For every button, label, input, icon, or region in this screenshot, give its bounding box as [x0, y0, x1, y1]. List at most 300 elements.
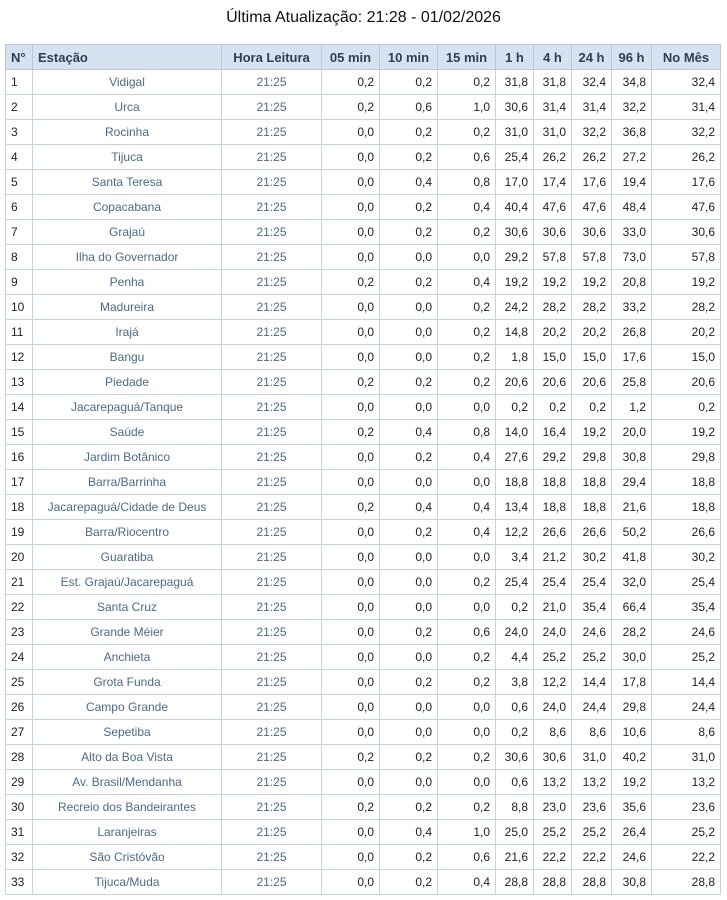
cell-4h: 26,2 [534, 145, 572, 170]
cell-10min: 0,2 [380, 145, 438, 170]
cell-05min: 0,0 [322, 670, 380, 695]
cell-station: Jardim Botânico [33, 445, 222, 470]
cell-96h: 10,6 [612, 720, 652, 745]
table-row [6, 670, 721, 695]
cell-month: 25,4 [652, 570, 721, 595]
cell-24h: 23,6 [572, 795, 612, 820]
cell-month: 19,2 [652, 420, 721, 445]
cell-96h: 66,4 [612, 595, 652, 620]
cell-month: 18,8 [652, 495, 721, 520]
cell-1h: 0,6 [496, 770, 534, 795]
cell-station: Santa Cruz [33, 595, 222, 620]
cell-15min: 0,0 [438, 695, 496, 720]
cell-24h: 0,2 [572, 395, 612, 420]
cell-15min: 0,8 [438, 420, 496, 445]
cell-15min: 0,2 [438, 745, 496, 770]
cell-reading-time: 21:25 [222, 395, 322, 420]
cell-96h: 20,8 [612, 270, 652, 295]
cell-1h: 31,8 [496, 70, 534, 95]
table-row [6, 395, 721, 420]
cell-05min: 0,0 [322, 220, 380, 245]
cell-station: Alto da Boa Vista [33, 745, 222, 770]
cell-month: 22,2 [652, 845, 721, 870]
cell-number: 11 [6, 320, 33, 345]
table-row [6, 445, 721, 470]
cell-1h: 0,2 [496, 395, 534, 420]
cell-station: Rocinha [33, 120, 222, 145]
cell-10min: 0,0 [380, 320, 438, 345]
cell-month: 31,4 [652, 95, 721, 120]
cell-reading-time: 21:25 [222, 495, 322, 520]
cell-month: 20,6 [652, 370, 721, 395]
cell-96h: 19,4 [612, 170, 652, 195]
cell-month: 15,0 [652, 345, 721, 370]
table-row [6, 845, 721, 870]
cell-4h: 25,2 [534, 820, 572, 845]
cell-96h: 30,8 [612, 870, 652, 895]
cell-96h: 17,6 [612, 345, 652, 370]
cell-10min: 0,2 [380, 70, 438, 95]
col-header-10min: 10 min [380, 45, 438, 70]
cell-reading-time: 21:25 [222, 545, 322, 570]
table-row [6, 795, 721, 820]
table-row [6, 295, 721, 320]
cell-05min: 0,0 [322, 820, 380, 845]
cell-station: Campo Grande [33, 695, 222, 720]
table-row [6, 620, 721, 645]
cell-05min: 0,0 [322, 445, 380, 470]
cell-15min: 0,0 [438, 545, 496, 570]
cell-number: 23 [6, 620, 33, 645]
cell-15min: 0,4 [438, 495, 496, 520]
cell-10min: 0,2 [380, 795, 438, 820]
cell-24h: 26,6 [572, 520, 612, 545]
cell-number: 30 [6, 795, 33, 820]
cell-24h: 30,2 [572, 545, 612, 570]
cell-24h: 18,8 [572, 495, 612, 520]
cell-4h: 21,2 [534, 545, 572, 570]
cell-05min: 0,2 [322, 795, 380, 820]
table-row [6, 420, 721, 445]
cell-15min: 0,0 [438, 720, 496, 745]
cell-station: Grande Méier [33, 620, 222, 645]
cell-24h: 31,4 [572, 95, 612, 120]
cell-1h: 0,2 [496, 595, 534, 620]
cell-1h: 0,2 [496, 720, 534, 745]
cell-10min: 0,0 [380, 395, 438, 420]
cell-1h: 0,6 [496, 695, 534, 720]
cell-station: Piedade [33, 370, 222, 395]
cell-month: 8,6 [652, 720, 721, 745]
cell-4h: 22,2 [534, 845, 572, 870]
cell-15min: 0,6 [438, 145, 496, 170]
cell-10min: 0,4 [380, 420, 438, 445]
cell-05min: 0,0 [322, 120, 380, 145]
cell-96h: 32,2 [612, 95, 652, 120]
cell-number: 24 [6, 645, 33, 670]
cell-96h: 33,0 [612, 220, 652, 245]
cell-05min: 0,0 [322, 345, 380, 370]
cell-4h: 17,4 [534, 170, 572, 195]
cell-month: 28,2 [652, 295, 721, 320]
cell-number: 17 [6, 470, 33, 495]
cell-05min: 0,2 [322, 420, 380, 445]
cell-1h: 40,4 [496, 195, 534, 220]
cell-10min: 0,2 [380, 370, 438, 395]
cell-24h: 25,2 [572, 645, 612, 670]
cell-10min: 0,2 [380, 445, 438, 470]
cell-reading-time: 21:25 [222, 720, 322, 745]
cell-96h: 26,4 [612, 820, 652, 845]
cell-number: 29 [6, 770, 33, 795]
table-row [6, 720, 721, 745]
cell-station: Tijuca/Muda [33, 870, 222, 895]
cell-24h: 25,2 [572, 820, 612, 845]
cell-month: 47,6 [652, 195, 721, 220]
cell-96h: 73,0 [612, 245, 652, 270]
cell-15min: 0,2 [438, 70, 496, 95]
cell-station: Grajaú [33, 220, 222, 245]
cell-reading-time: 21:25 [222, 645, 322, 670]
cell-96h: 40,2 [612, 745, 652, 770]
cell-month: 57,8 [652, 245, 721, 270]
cell-number: 7 [6, 220, 33, 245]
cell-4h: 8,6 [534, 720, 572, 745]
cell-month: 29,8 [652, 445, 721, 470]
table-row [6, 495, 721, 520]
cell-number: 19 [6, 520, 33, 545]
cell-05min: 0,2 [322, 370, 380, 395]
cell-reading-time: 21:25 [222, 170, 322, 195]
cell-05min: 0,0 [322, 520, 380, 545]
cell-15min: 0,2 [438, 645, 496, 670]
cell-month: 26,6 [652, 520, 721, 545]
cell-24h: 20,2 [572, 320, 612, 345]
cell-96h: 26,8 [612, 320, 652, 345]
cell-10min: 0,0 [380, 245, 438, 270]
cell-reading-time: 21:25 [222, 320, 322, 345]
cell-96h: 1,2 [612, 395, 652, 420]
cell-number: 15 [6, 420, 33, 445]
cell-15min: 0,2 [438, 295, 496, 320]
cell-10min: 0,4 [380, 820, 438, 845]
cell-number: 14 [6, 395, 33, 420]
cell-15min: 0,2 [438, 795, 496, 820]
cell-station: Est. Grajaú/Jacarepaguá [33, 570, 222, 595]
cell-05min: 0,2 [322, 270, 380, 295]
table-row [6, 70, 721, 95]
cell-4h: 13,2 [534, 770, 572, 795]
cell-4h: 26,6 [534, 520, 572, 545]
cell-15min: 0,0 [438, 470, 496, 495]
cell-10min: 0,2 [380, 270, 438, 295]
cell-number: 10 [6, 295, 33, 320]
cell-10min: 0,0 [380, 695, 438, 720]
cell-number: 27 [6, 720, 33, 745]
cell-96h: 30,0 [612, 645, 652, 670]
cell-number: 1 [6, 70, 33, 95]
cell-station: Recreio dos Bandeirantes [33, 795, 222, 820]
cell-1h: 4,4 [496, 645, 534, 670]
cell-4h: 25,2 [534, 645, 572, 670]
cell-10min: 0,2 [380, 845, 438, 870]
cell-number: 33 [6, 870, 33, 895]
cell-24h: 24,6 [572, 620, 612, 645]
cell-24h: 15,0 [572, 345, 612, 370]
table-row [6, 745, 721, 770]
cell-96h: 25,8 [612, 370, 652, 395]
page-title: Última Atualização: 21:28 - 01/02/2026 [226, 9, 501, 26]
cell-reading-time: 21:25 [222, 470, 322, 495]
cell-24h: 32,2 [572, 120, 612, 145]
cell-96h: 27,2 [612, 145, 652, 170]
cell-station: Penha [33, 270, 222, 295]
cell-reading-time: 21:25 [222, 420, 322, 445]
cell-24h: 14,4 [572, 670, 612, 695]
cell-reading-time: 21:25 [222, 620, 322, 645]
cell-station: Vidigal [33, 70, 222, 95]
cell-number: 13 [6, 370, 33, 395]
cell-10min: 0,2 [380, 220, 438, 245]
cell-reading-time: 21:25 [222, 145, 322, 170]
cell-10min: 0,0 [380, 345, 438, 370]
cell-station: Guaratiba [33, 545, 222, 570]
cell-4h: 20,2 [534, 320, 572, 345]
cell-reading-time: 21:25 [222, 670, 322, 695]
cell-reading-time: 21:25 [222, 745, 322, 770]
cell-10min: 0,0 [380, 720, 438, 745]
col-header-24h: 24 h [572, 45, 612, 70]
cell-4h: 30,6 [534, 745, 572, 770]
cell-24h: 25,4 [572, 570, 612, 595]
cell-number: 21 [6, 570, 33, 595]
table-row [6, 645, 721, 670]
col-header-1h: 1 h [496, 45, 534, 70]
cell-10min: 0,2 [380, 620, 438, 645]
cell-1h: 8,8 [496, 795, 534, 820]
cell-24h: 47,6 [572, 195, 612, 220]
cell-96h: 34,8 [612, 70, 652, 95]
rainfall-table [5, 44, 721, 895]
cell-number: 4 [6, 145, 33, 170]
cell-15min: 0,2 [438, 320, 496, 345]
cell-reading-time: 21:25 [222, 820, 322, 845]
cell-1h: 24,2 [496, 295, 534, 320]
cell-station: Santa Teresa [33, 170, 222, 195]
cell-station: Barra/Riocentro [33, 520, 222, 545]
cell-1h: 29,2 [496, 245, 534, 270]
cell-15min: 0,0 [438, 770, 496, 795]
cell-4h: 24,0 [534, 695, 572, 720]
cell-reading-time: 21:25 [222, 845, 322, 870]
cell-96h: 33,2 [612, 295, 652, 320]
cell-station: Sepetiba [33, 720, 222, 745]
cell-1h: 25,0 [496, 820, 534, 845]
cell-1h: 31,0 [496, 120, 534, 145]
table-row [6, 195, 721, 220]
cell-24h: 28,2 [572, 295, 612, 320]
cell-station: Ilha do Governador [33, 245, 222, 270]
cell-4h: 18,8 [534, 495, 572, 520]
cell-station: São Cristóvão [33, 845, 222, 870]
cell-number: 25 [6, 670, 33, 695]
cell-4h: 15,0 [534, 345, 572, 370]
cell-15min: 0,4 [438, 195, 496, 220]
cell-number: 8 [6, 245, 33, 270]
cell-station: Grota Funda [33, 670, 222, 695]
cell-15min: 1,0 [438, 820, 496, 845]
cell-month: 31,0 [652, 745, 721, 770]
cell-reading-time: 21:25 [222, 345, 322, 370]
cell-reading-time: 21:25 [222, 770, 322, 795]
cell-month: 24,6 [652, 620, 721, 645]
cell-4h: 47,6 [534, 195, 572, 220]
cell-10min: 0,4 [380, 495, 438, 520]
cell-month: 32,4 [652, 70, 721, 95]
cell-1h: 21,6 [496, 845, 534, 870]
cell-96h: 21,6 [612, 495, 652, 520]
col-header-month: No Mês [652, 45, 721, 70]
cell-1h: 12,2 [496, 520, 534, 545]
table-row [6, 370, 721, 395]
table-row [6, 120, 721, 145]
cell-station: Tijuca [33, 145, 222, 170]
cell-96h: 36,8 [612, 120, 652, 145]
cell-station: Jacarepaguá/Tanque [33, 395, 222, 420]
cell-number: 3 [6, 120, 33, 145]
cell-reading-time: 21:25 [222, 595, 322, 620]
cell-station: Irajá [33, 320, 222, 345]
cell-station: Laranjeiras [33, 820, 222, 845]
cell-number: 28 [6, 745, 33, 770]
cell-96h: 29,4 [612, 470, 652, 495]
cell-10min: 0,0 [380, 595, 438, 620]
cell-24h: 22,2 [572, 845, 612, 870]
cell-96h: 32,0 [612, 570, 652, 595]
cell-reading-time: 21:25 [222, 120, 322, 145]
cell-10min: 0,2 [380, 120, 438, 145]
cell-05min: 0,0 [322, 470, 380, 495]
cell-station: Urca [33, 95, 222, 120]
cell-number: 2 [6, 95, 33, 120]
cell-month: 18,8 [652, 470, 721, 495]
table-row [6, 245, 721, 270]
cell-reading-time: 21:25 [222, 370, 322, 395]
table-row [6, 95, 721, 120]
cell-1h: 14,0 [496, 420, 534, 445]
cell-05min: 0,0 [322, 195, 380, 220]
cell-month: 13,2 [652, 770, 721, 795]
cell-1h: 1,8 [496, 345, 534, 370]
cell-4h: 30,6 [534, 220, 572, 245]
cell-15min: 0,0 [438, 595, 496, 620]
cell-reading-time: 21:25 [222, 795, 322, 820]
cell-number: 6 [6, 195, 33, 220]
cell-05min: 0,0 [322, 545, 380, 570]
cell-4h: 31,4 [534, 95, 572, 120]
cell-10min: 0,0 [380, 645, 438, 670]
cell-24h: 19,2 [572, 420, 612, 445]
cell-number: 5 [6, 170, 33, 195]
cell-4h: 28,8 [534, 870, 572, 895]
table-row [6, 595, 721, 620]
cell-24h: 13,2 [572, 770, 612, 795]
cell-10min: 0,6 [380, 95, 438, 120]
cell-05min: 0,2 [322, 70, 380, 95]
cell-1h: 17,0 [496, 170, 534, 195]
cell-05min: 0,0 [322, 645, 380, 670]
cell-96h: 20,0 [612, 420, 652, 445]
table-row [6, 770, 721, 795]
cell-number: 20 [6, 545, 33, 570]
cell-station: Copacabana [33, 195, 222, 220]
cell-15min: 0,4 [438, 870, 496, 895]
cell-4h: 19,2 [534, 270, 572, 295]
cell-15min: 0,2 [438, 670, 496, 695]
cell-station: Madureira [33, 295, 222, 320]
cell-4h: 12,2 [534, 670, 572, 695]
table-row [6, 320, 721, 345]
cell-station: Av. Brasil/Mendanha [33, 770, 222, 795]
cell-1h: 20,6 [496, 370, 534, 395]
cell-24h: 32,4 [572, 70, 612, 95]
cell-96h: 24,6 [612, 845, 652, 870]
cell-month: 14,4 [652, 670, 721, 695]
cell-15min: 0,2 [438, 220, 496, 245]
cell-24h: 35,4 [572, 595, 612, 620]
cell-1h: 19,2 [496, 270, 534, 295]
cell-station: Barra/Barrinha [33, 470, 222, 495]
cell-station: Bangu [33, 345, 222, 370]
cell-15min: 0,4 [438, 270, 496, 295]
cell-month: 17,6 [652, 170, 721, 195]
cell-24h: 57,8 [572, 245, 612, 270]
cell-15min: 0,2 [438, 345, 496, 370]
cell-reading-time: 21:25 [222, 520, 322, 545]
cell-4h: 24,0 [534, 620, 572, 645]
cell-number: 12 [6, 345, 33, 370]
cell-15min: 0,2 [438, 120, 496, 145]
cell-15min: 1,0 [438, 95, 496, 120]
cell-96h: 48,4 [612, 195, 652, 220]
cell-10min: 0,0 [380, 770, 438, 795]
cell-reading-time: 21:25 [222, 95, 322, 120]
cell-1h: 14,8 [496, 320, 534, 345]
cell-4h: 18,8 [534, 470, 572, 495]
col-header-05min: 05 min [322, 45, 380, 70]
cell-month: 23,6 [652, 795, 721, 820]
cell-10min: 0,2 [380, 195, 438, 220]
cell-15min: 0,4 [438, 445, 496, 470]
cell-month: 32,2 [652, 120, 721, 145]
cell-96h: 30,8 [612, 445, 652, 470]
table-row [6, 470, 721, 495]
cell-reading-time: 21:25 [222, 270, 322, 295]
cell-05min: 0,0 [322, 770, 380, 795]
cell-month: 26,2 [652, 145, 721, 170]
cell-4h: 20,6 [534, 370, 572, 395]
table-row [6, 345, 721, 370]
cell-4h: 28,2 [534, 295, 572, 320]
cell-05min: 0,0 [322, 170, 380, 195]
cell-24h: 31,0 [572, 745, 612, 770]
cell-10min: 0,2 [380, 870, 438, 895]
table-row [6, 545, 721, 570]
cell-station: Jacarepaguá/Cidade de Deus [33, 495, 222, 520]
cell-10min: 0,0 [380, 570, 438, 595]
cell-05min: 0,0 [322, 595, 380, 620]
cell-05min: 0,0 [322, 320, 380, 345]
